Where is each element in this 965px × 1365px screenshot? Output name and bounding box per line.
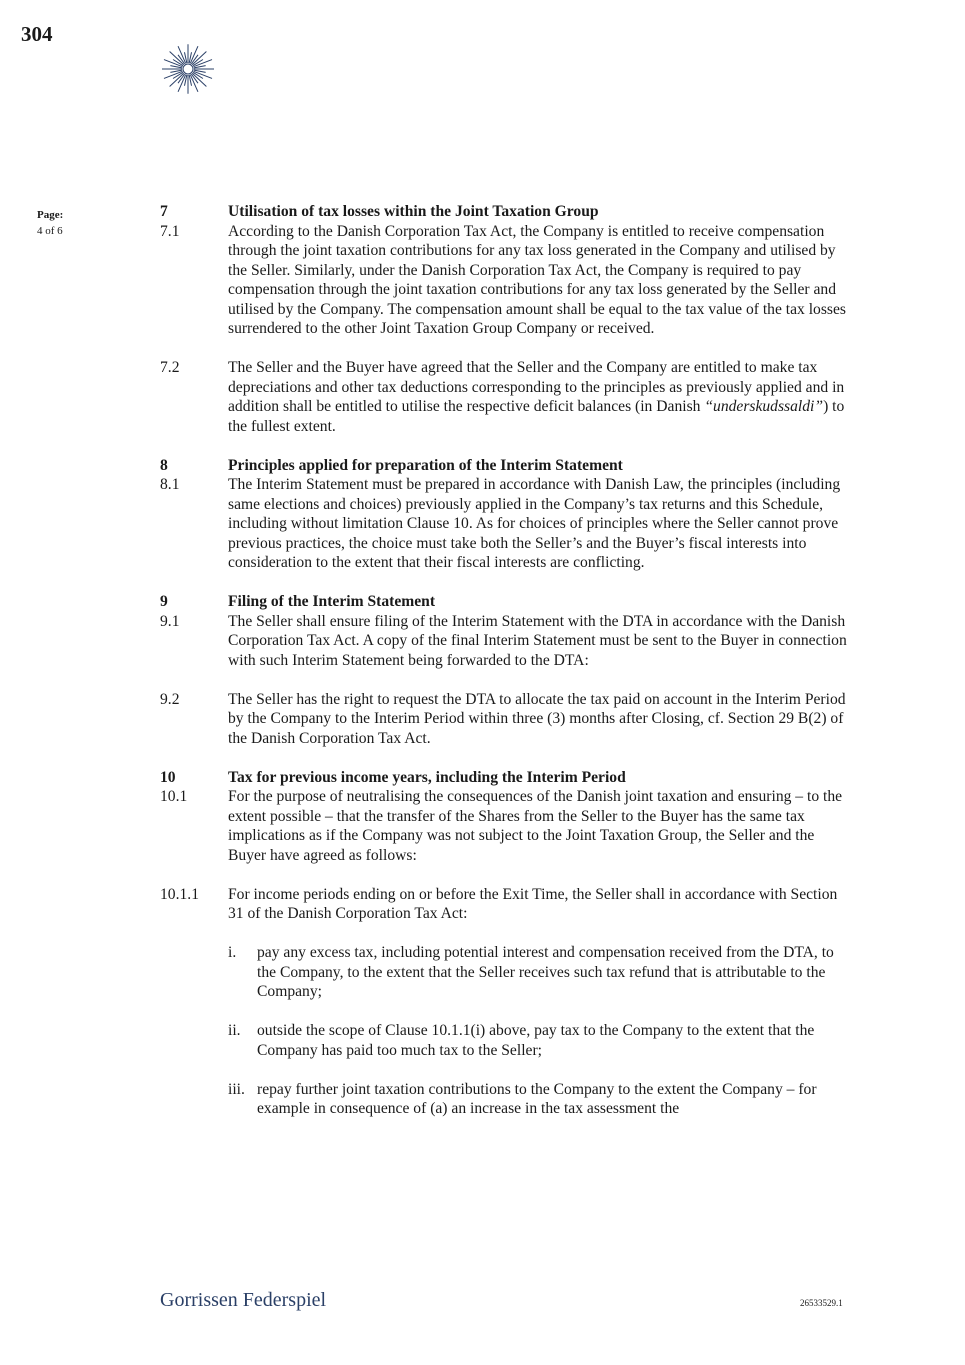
list-item (228, 1080, 854, 1119)
clause-text (228, 358, 854, 436)
clause-number: 8.1 (160, 476, 180, 493)
clause-7-1 (160, 222, 854, 339)
firm-name: Gorrissen Federspiel (160, 1289, 327, 1311)
clause-9-2 (160, 690, 854, 749)
clause-number: 7.2 (160, 359, 180, 376)
clause-9-1 (160, 612, 854, 671)
danish-term: “underskudssaldi” (704, 398, 824, 415)
section-title: Principles applied for preparation of the Interim Statement (228, 456, 623, 474)
clause-number: 10.1 (160, 788, 188, 805)
clause-10-1 (160, 787, 854, 865)
clause-text: The Seller shall ensure filing of the Interim Statement with the DTA in accordance with the Danish Corporation Tax Act. A copy of the final Interim Statement must be sent to the Buyer in connection with such Interim Statement being forwarded to the DTA: (228, 612, 847, 669)
clause-10-1-1 (160, 885, 854, 924)
section-8-heading (160, 456, 854, 476)
clause-number: 9.1 (160, 612, 180, 630)
page-label: Page: (37, 209, 64, 221)
section-title: Utilisation of tax losses within the Joint Taxation Group (228, 203, 599, 220)
list-item-text: repay further joint taxation contributions to the Company to the extent the Company – for example in consequence of (a) an increase in the tax assessment the (257, 1080, 817, 1117)
list-item (228, 943, 854, 1002)
list-item-number: ii. (228, 1022, 241, 1039)
clause-text-part: The Seller and the Buyer have agreed that the Seller and the Company are entitled to make tax depreciations and other tax deductions corresponding to the principles as previously applied and in addition shall be entitled to utilise the respective deficit balances (in Danish (228, 359, 845, 415)
section-number: 10 (160, 768, 176, 786)
clause-number: 10.1.1 (160, 885, 199, 903)
clause-7-2 (160, 358, 854, 436)
starburst-logo-icon (158, 43, 218, 95)
list-item (228, 1021, 854, 1060)
clause-text-part: ) to the fullest extent. (228, 398, 845, 435)
clause-number: 9.2 (160, 690, 180, 708)
list-item-text: outside the scope of Clause 10.1.1(i) above, pay tax to the Company to the extent that the Company has paid too much tax to the Seller; (257, 1022, 815, 1059)
section-10-heading (160, 768, 854, 788)
section-number: 7 (160, 203, 168, 220)
clause-text: For the purpose of neutralising the consequences of the Danish joint taxation and ensuring – to the extent possible – that the transfer of the Shares from the Seller to the Buyer has the same tax implications as if the Company was not subject to the Joint Taxation Group, the Seller and the Buyer have agreed as follows: (228, 788, 843, 864)
clause-text: The Seller has the right to request the DTA to allocate the tax paid on account in the Interim Period by the Company to the Interim Period within three (3) months after Closing, cf. Section 29 B(2) of the Danish Corporation Tax Act. (228, 690, 846, 747)
page-count: 4 of 6 (37, 225, 63, 237)
section-number: 9 (160, 593, 168, 610)
clause-text: The Interim Statement must be prepared in accordance with Danish Law, the principles (including same elections and choices) previously applied in the Company’s tax returns and this Schedule, including without limitation Clause 10. As for choices of principles where the Seller cannot prove previous practices, the choice must take both the Seller’s and the Buyer’s fiscal interests into consideration to the extent that their fiscal interests are conflicting. (228, 476, 841, 571)
document-body (160, 202, 854, 1119)
section-7-heading (160, 202, 854, 222)
list-item-text: pay any excess tax, including potential interest and compensation received from the DTA, to the Company, to the extent that the Seller receives such tax refund that is attributable to the Company; (257, 944, 834, 1000)
section-title: Tax for previous income years, including the Interim Period (228, 768, 626, 786)
clause-8-1 (160, 475, 854, 573)
section-number: 8 (160, 456, 168, 474)
page-indicator (37, 207, 63, 239)
clause-text: For income periods ending on or before the Exit Time, the Seller shall in accordance with Section 31 of the Danish Corporation Tax Act: (228, 885, 838, 922)
document-id: 26533529.1 (800, 1298, 843, 1308)
clause-number: 7.1 (160, 222, 180, 240)
list-item-number: iii. (228, 1080, 245, 1098)
list-item-number: i. (228, 944, 237, 961)
clause-text: According to the Danish Corporation Tax Act, the Company is entitled to receive compensation through the joint taxation contributions for any tax loss generated in the Company and utilised by the Seller. Similarly, under the Danish Corporation Tax Act, the Company is required to pay compensation through the joint taxation contributions for any tax loss generated by the Seller and utilised by the Company. The compensation amount shall be equal to the tax value of the tax losses surrendered to the other Joint Taxation Group Company or received. (228, 222, 846, 337)
page-number: 304 (21, 22, 53, 46)
section-9-heading (160, 592, 854, 612)
section-title: Filing of the Interim Statement (228, 593, 436, 610)
